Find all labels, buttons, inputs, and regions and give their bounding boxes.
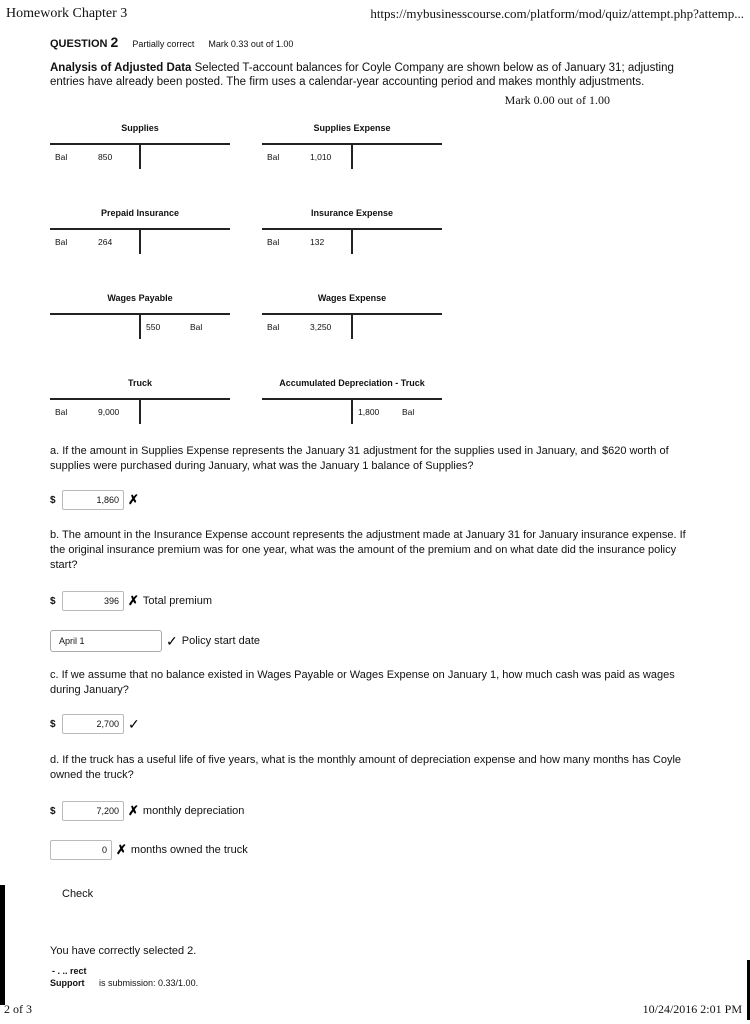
currency-symbol: $ (50, 494, 56, 506)
t-account-label: Bal (402, 407, 415, 417)
support-label: Support (50, 978, 85, 988)
part-b-premium-input[interactable]: 396 (62, 591, 124, 611)
t-account-label: Bal (267, 152, 280, 162)
question-info (50, 34, 293, 50)
part-a-answer-row (50, 490, 139, 510)
t-account-title: Truck (127, 378, 152, 388)
part-b-question: b. The amount in the Insurance Expense account represents the adjustment made at January 31 for January insurance expense. If the original insurance premium was for one year, what was the amount of the premium and on what date did the insurance policy start? (50, 529, 686, 571)
t-account-title: Supplies (121, 123, 159, 133)
t-account-wages-payable (50, 293, 230, 349)
page-footer-number: 2 of 3 (4, 1002, 32, 1016)
question-mark: Mark 0.33 out of 1.00 (208, 39, 294, 49)
t-account-value: 850 (98, 152, 113, 162)
policy-start-date-select[interactable]: April 1 (50, 630, 162, 652)
incorrect-icon: ✗ (128, 593, 139, 608)
t-account-label: Bal (55, 237, 68, 247)
t-account-label: Bal (267, 237, 280, 247)
part-a-answer-input[interactable]: 1,860 (62, 490, 124, 510)
t-account-supplies (50, 123, 230, 179)
monthly-depreciation-input[interactable]: 7,200 (62, 801, 124, 821)
incorrect-icon: ✗ (128, 803, 139, 818)
t-account-label: Bal (55, 152, 68, 162)
monthly-depreciation-label: monthly depreciation (142, 805, 245, 817)
months-owned-input[interactable]: 0 (50, 840, 112, 860)
part-d-months-row (50, 840, 248, 860)
t-account-truck (50, 378, 230, 434)
question-status: Partially correct (132, 39, 195, 49)
page-header-title: Homework Chapter 3 (6, 6, 128, 21)
intro-mark: Mark 0.00 out of 1.00 (504, 93, 610, 107)
part-b-premium-row (50, 591, 212, 611)
t-account-value: 550 (146, 322, 161, 332)
t-account-title: Insurance Expense (310, 208, 394, 218)
feedback-partial-text: - . .. rect (52, 966, 87, 976)
page-header-url: https://mybusinesscourse.com/platform/mod/quiz/attempt.php?attemp... (370, 6, 744, 21)
t-account-title: Accumulated Depreciation - Truck (279, 378, 425, 388)
feedback-small (50, 966, 198, 988)
t-account-insurance-expense (262, 208, 442, 264)
t-account-title: Wages Expense (317, 293, 387, 303)
correct-icon: ✓ (128, 715, 140, 732)
question-number: QUESTION 2 (50, 34, 119, 50)
part-c-question: c. If we assume that no balance existed in Wages Payable or Wages Expense on January 1, how much cash was paid as wages during January? (50, 669, 675, 696)
t-account-value: 132 (310, 237, 325, 247)
part-c-answer-input[interactable]: 2,700 (62, 714, 124, 734)
incorrect-icon: ✗ (116, 842, 127, 857)
part-b-premium-label: Total premium (142, 595, 212, 607)
t-account-label: Bal (267, 322, 280, 332)
submission-score: is submission: 0.33/1.00. (99, 978, 199, 988)
t-account-title: Prepaid Insurance (100, 208, 180, 218)
t-account-value: 1,800 (358, 407, 380, 417)
t-account-wages-expense (262, 293, 442, 349)
check-button[interactable]: Check (62, 888, 94, 900)
t-account-label: Bal (190, 322, 203, 332)
t-account-title: Supplies Expense (313, 123, 391, 133)
part-d-depreciation-row (50, 801, 244, 821)
t-account-value: 3,250 (310, 322, 332, 332)
t-account-title: Wages Payable (107, 293, 173, 303)
question-intro (50, 61, 690, 89)
incorrect-icon: ✗ (128, 492, 139, 507)
currency-symbol: $ (50, 805, 56, 817)
part-b-date-row (50, 630, 260, 652)
t-account-value: 264 (98, 237, 113, 247)
t-account-accumulated-depreciation-truck (262, 378, 442, 434)
intro-text: Selected T-account balances for Coyle Company are shown below as of January 31; adjusting entries have already been posted. The firm uses a calendar-year accounting period and makes monthly adjustments. (50, 62, 674, 88)
part-d-question: d. If the truck has a useful life of five years, what is the monthly amount of depreciation expense and how many months has Coyle owned the truck? (50, 754, 682, 781)
t-account-label: Bal (55, 407, 68, 417)
currency-symbol: $ (50, 718, 56, 730)
part-c-answer-row (50, 714, 140, 734)
page-edge-shadow (0, 885, 5, 1005)
t-account-supplies-expense (262, 123, 442, 179)
t-account-prepaid-insurance (50, 208, 230, 264)
months-owned-label: months owned the truck (130, 844, 248, 856)
feedback-message: You have correctly selected 2. (50, 945, 197, 957)
t-account-value: 9,000 (98, 407, 120, 417)
intro-title: Analysis of Adjusted Data (50, 62, 192, 74)
policy-start-date-label: Policy start date (181, 635, 260, 647)
t-account-value: 1,010 (310, 152, 332, 162)
page-footer-datetime: 10/24/2016 2:01 PM (642, 1002, 742, 1016)
currency-symbol: $ (50, 595, 56, 607)
part-a-question: a. If the amount in Supplies Expense represents the January 31 adjustment for the supplies used in January, and $620 worth of supplies were purchased during January, what was the January 1 balance of Supplies? (50, 445, 669, 472)
correct-icon: ✓ (166, 632, 178, 649)
